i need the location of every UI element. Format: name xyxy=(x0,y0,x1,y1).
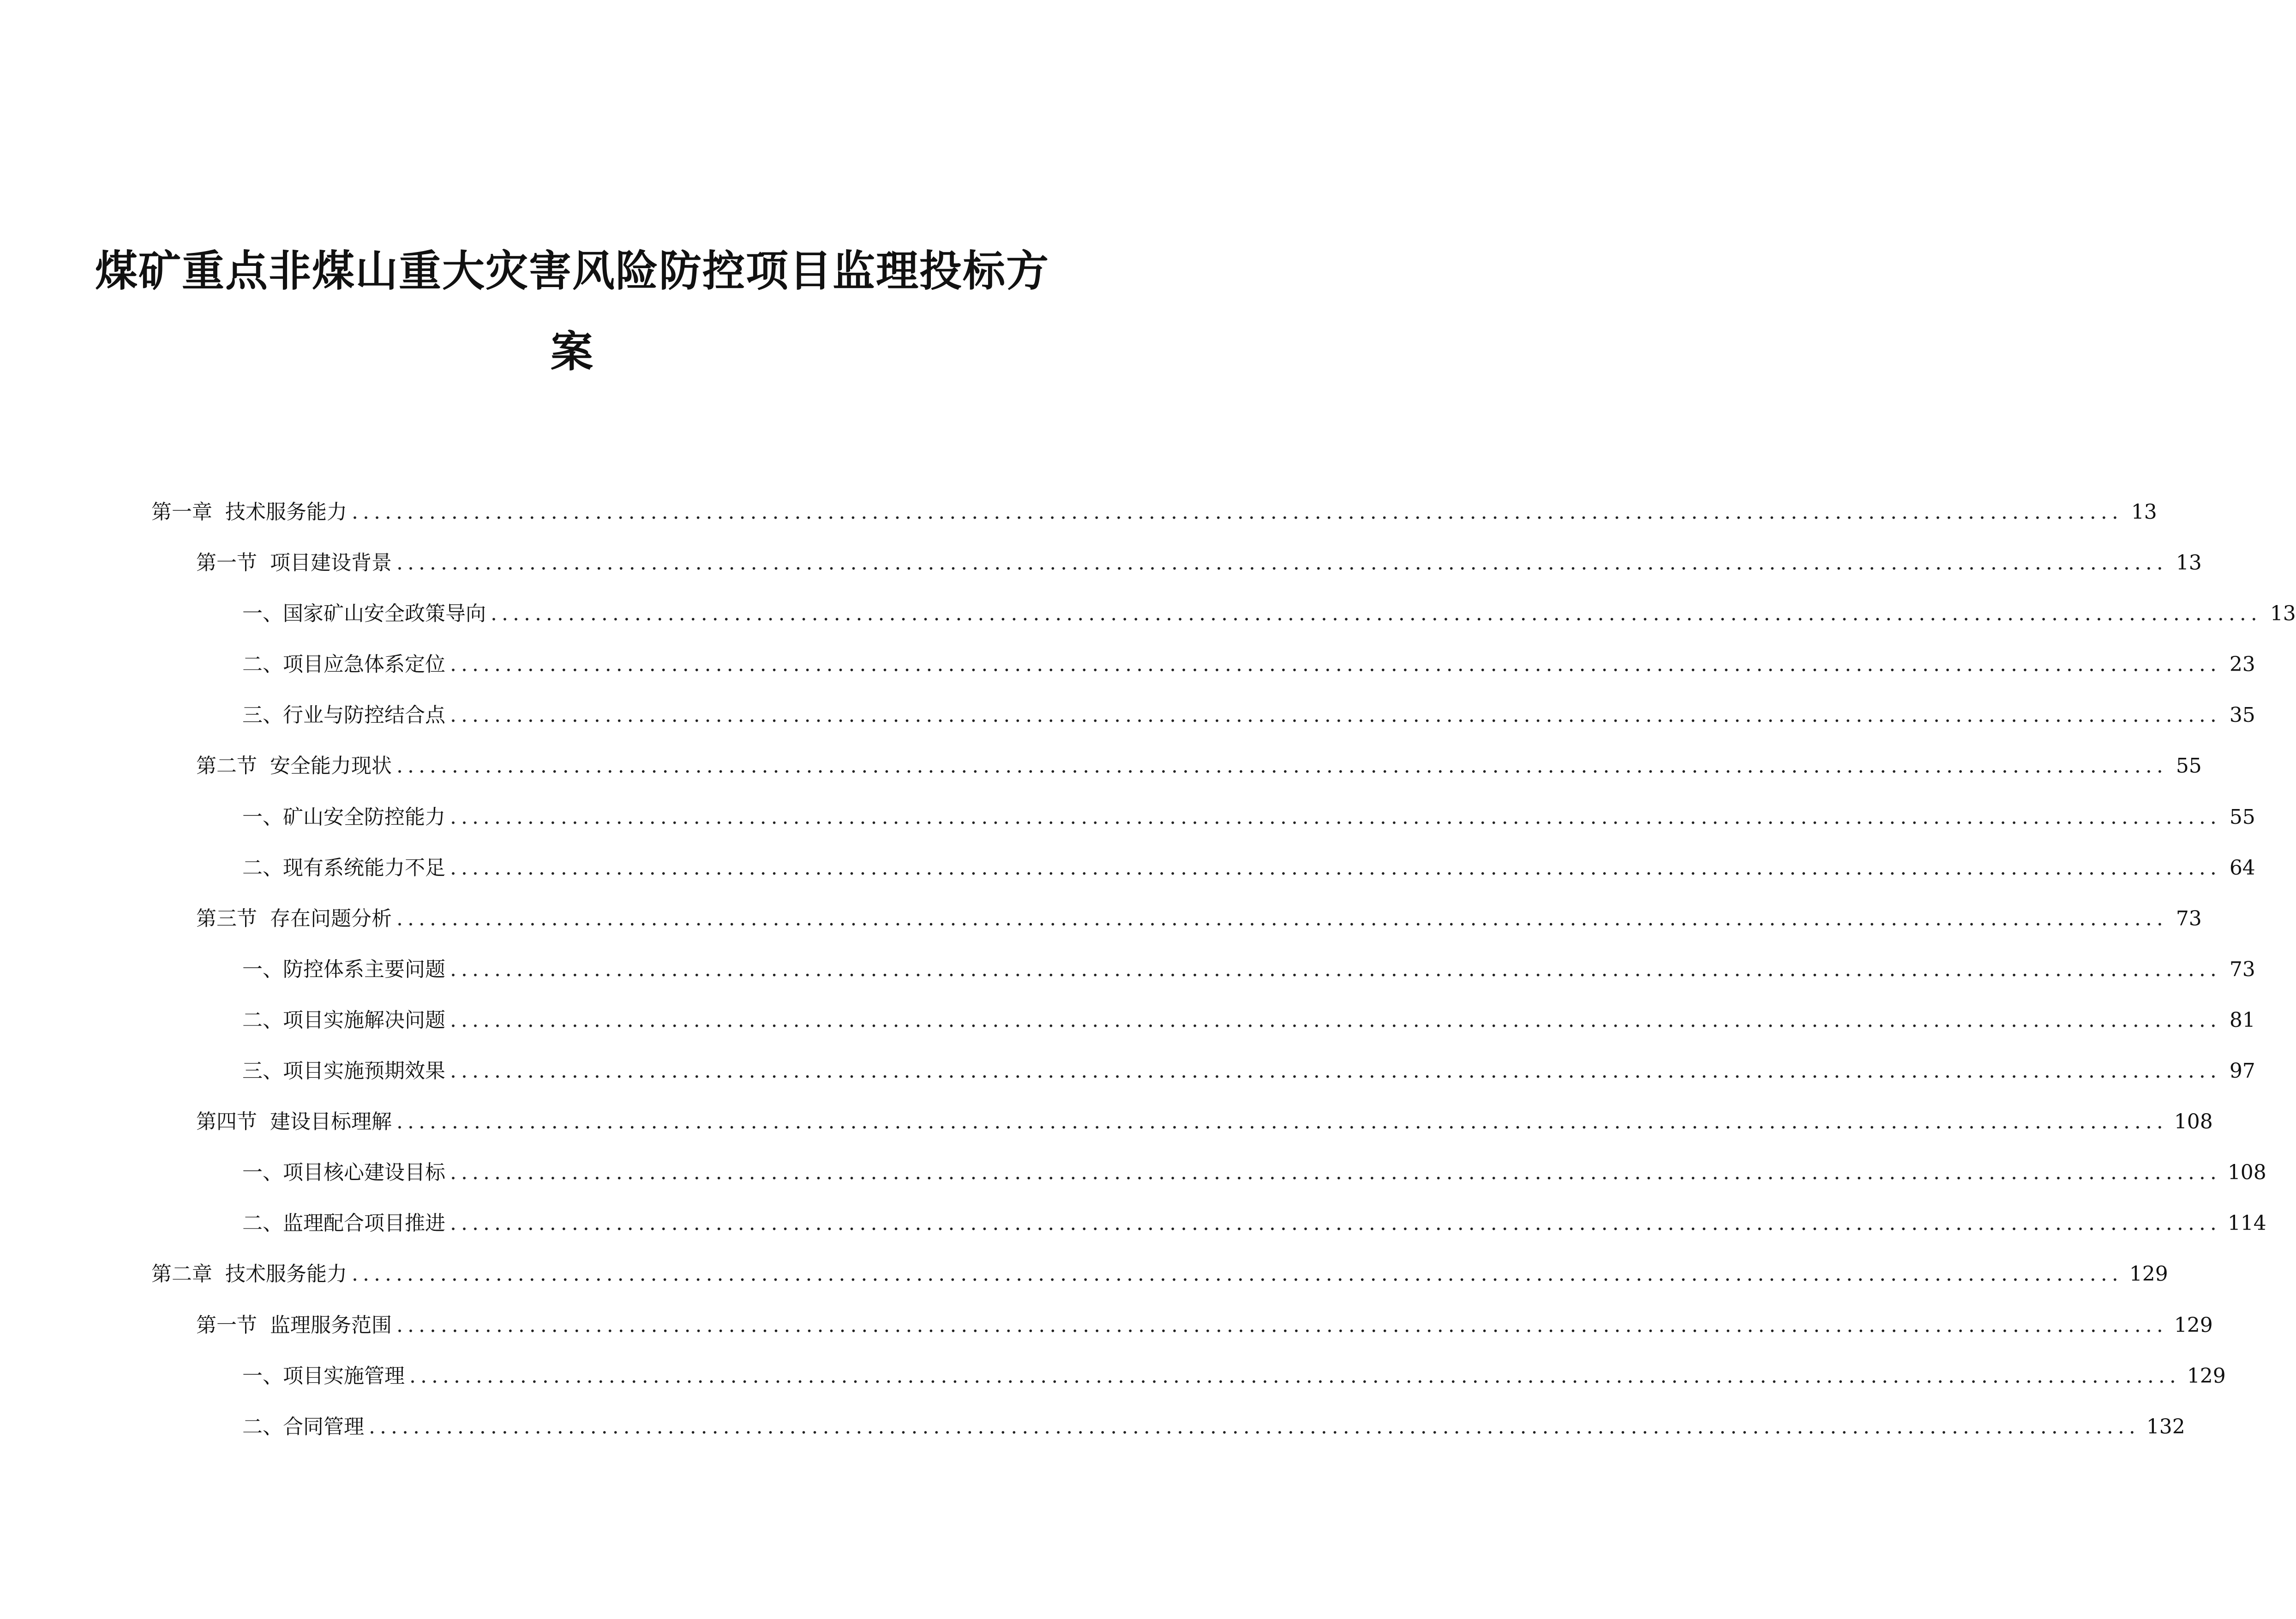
toc-dot-leader: ................................................................................................................................................................ xyxy=(396,1110,2168,1134)
toc-entry-number: 一、 xyxy=(242,602,283,626)
toc-entry-number: 第一节 xyxy=(196,1313,257,1337)
toc-entry[interactable] xyxy=(0,487,2157,538)
toc-entry[interactable] xyxy=(0,995,2255,1046)
toc-entry-number: 三、 xyxy=(242,1059,283,1083)
toc-dot-leader: ................................................................................................................................................................ xyxy=(450,1211,2221,1235)
toc-entry[interactable] xyxy=(0,1046,2255,1097)
toc-entry[interactable] xyxy=(0,1300,2213,1351)
toc-entry-number: 第四节 xyxy=(196,1110,257,1134)
toc-entry-title: 监理服务范围 xyxy=(270,1313,392,1337)
toc-entry[interactable] xyxy=(0,690,2255,741)
toc-dot-leader: ................................................................................................................................................................ xyxy=(396,906,2168,930)
toc-entry-title: 项目实施管理 xyxy=(283,1364,405,1388)
toc-entry-title: 技术服务能力 xyxy=(225,1262,347,1286)
toc-entry-title: 项目建设背景 xyxy=(270,551,392,575)
toc-entry-title: 存在问题分析 xyxy=(270,906,392,930)
toc-page-number: 13 xyxy=(2131,500,2157,524)
toc-entry[interactable] xyxy=(0,893,2202,944)
toc-entry-number: 一、 xyxy=(242,957,283,981)
toc-page-number: 108 xyxy=(2227,1161,2266,1185)
toc-entry-title: 监理配合项目推进 xyxy=(283,1211,445,1235)
toc-page-number: 129 xyxy=(2174,1313,2213,1337)
toc-entry-number: 二、 xyxy=(242,1008,283,1032)
toc-entry-number: 二、 xyxy=(242,1211,283,1235)
toc-entry-number: 二、 xyxy=(242,653,283,677)
toc-entry-number: 第二节 xyxy=(196,754,257,778)
toc-dot-leader: ................................................................................................................................................................ xyxy=(352,500,2123,524)
toc-page-number: 55 xyxy=(2229,805,2255,829)
toc-dot-leader: ................................................................................................................................................................ xyxy=(450,805,2221,829)
table-of-contents xyxy=(0,487,2296,1452)
toc-entry[interactable] xyxy=(0,588,2296,639)
toc-entry-number: 一、 xyxy=(242,805,283,829)
toc-page-number: 73 xyxy=(2176,906,2202,930)
toc-page-number: 64 xyxy=(2229,856,2255,880)
toc-entry-title: 安全能力现状 xyxy=(270,754,392,778)
toc-entry-title: 现有系统能力不足 xyxy=(283,856,445,880)
toc-entry[interactable] xyxy=(0,843,2255,893)
toc-entry-title: 项目实施预期效果 xyxy=(283,1059,445,1083)
toc-entry-title: 技术服务能力 xyxy=(225,500,347,524)
toc-entry-number: 第一节 xyxy=(196,551,257,575)
toc-entry-title: 防控体系主要问题 xyxy=(283,957,445,981)
toc-page-number: 114 xyxy=(2227,1211,2266,1235)
toc-page-number: 129 xyxy=(2129,1262,2168,1286)
toc-page-number: 129 xyxy=(2187,1364,2226,1388)
toc-entry[interactable] xyxy=(0,944,2255,995)
toc-dot-leader: ................................................................................................................................................................ xyxy=(491,602,2262,626)
toc-entry[interactable] xyxy=(0,1147,2266,1198)
toc-entry-title: 项目核心建设目标 xyxy=(283,1161,445,1185)
toc-entry-number: 三、 xyxy=(242,703,283,727)
toc-dot-leader: ................................................................................................................................................................ xyxy=(409,1364,2181,1388)
toc-dot-leader: ................................................................................................................................................................ xyxy=(450,1161,2221,1185)
toc-entry[interactable] xyxy=(0,538,2202,588)
toc-dot-leader: ................................................................................................................................................................ xyxy=(396,754,2168,778)
toc-page-number: 108 xyxy=(2174,1110,2213,1134)
toc-page-number: 97 xyxy=(2229,1059,2255,1083)
toc-entry-number: 二、 xyxy=(242,856,283,880)
toc-dot-leader: ................................................................................................................................................................ xyxy=(450,703,2221,727)
toc-entry-title: 矿山安全防控能力 xyxy=(283,805,445,829)
toc-entry-number: 第二章 xyxy=(151,1262,212,1286)
toc-dot-leader: ................................................................................................................................................................ xyxy=(396,1313,2168,1337)
toc-dot-leader: ................................................................................................................................................................ xyxy=(450,653,2221,677)
toc-entry[interactable] xyxy=(0,1351,2226,1402)
toc-page-number: 23 xyxy=(2229,653,2255,677)
toc-page-number: 132 xyxy=(2146,1415,2185,1439)
document-title xyxy=(92,231,1052,392)
toc-page-number: 35 xyxy=(2229,703,2255,727)
toc-dot-leader: ................................................................................................................................................................ xyxy=(369,1415,2140,1439)
toc-page-number: 55 xyxy=(2176,754,2202,778)
toc-dot-leader: ................................................................................................................................................................ xyxy=(450,1059,2221,1083)
toc-entry-title: 合同管理 xyxy=(283,1415,364,1439)
toc-entry-title: 行业与防控结合点 xyxy=(283,703,445,727)
toc-page-number: 73 xyxy=(2229,957,2255,981)
toc-entry[interactable] xyxy=(0,1402,2185,1452)
toc-entry-number: 一、 xyxy=(242,1161,283,1185)
toc-page-number: 81 xyxy=(2229,1008,2255,1032)
toc-entry[interactable] xyxy=(0,1198,2266,1249)
toc-dot-leader: ................................................................................................................................................................ xyxy=(450,856,2221,880)
toc-entry-number: 第三节 xyxy=(196,906,257,930)
toc-entry[interactable] xyxy=(0,1249,2168,1300)
toc-dot-leader: ................................................................................................................................................................ xyxy=(396,551,2168,575)
toc-entry-number: 一、 xyxy=(242,1364,283,1388)
toc-entry[interactable] xyxy=(0,639,2255,690)
toc-entry[interactable] xyxy=(0,1097,2213,1147)
toc-entry-number: 第一章 xyxy=(151,500,212,524)
toc-dot-leader: ................................................................................................................................................................ xyxy=(450,1008,2221,1032)
toc-dot-leader: ................................................................................................................................................................ xyxy=(352,1262,2123,1286)
toc-page-number: 13 xyxy=(2270,602,2296,626)
toc-entry-title: 项目实施解决问题 xyxy=(283,1008,445,1032)
toc-entry-number: 二、 xyxy=(242,1415,283,1439)
toc-entry-title: 建设目标理解 xyxy=(270,1110,392,1134)
toc-entry[interactable] xyxy=(0,792,2255,843)
document-title-line-1: 煤矿重点非煤山重大灾害风险防控项目监理投标方 xyxy=(95,246,1049,296)
toc-entry[interactable] xyxy=(0,741,2202,792)
document-title-line-2: 案 xyxy=(550,327,594,377)
toc-entry-title: 项目应急体系定位 xyxy=(283,653,445,677)
toc-entry-title: 国家矿山安全政策导向 xyxy=(283,602,486,626)
toc-page-number: 13 xyxy=(2176,551,2202,575)
toc-dot-leader: ................................................................................................................................................................ xyxy=(450,957,2221,981)
